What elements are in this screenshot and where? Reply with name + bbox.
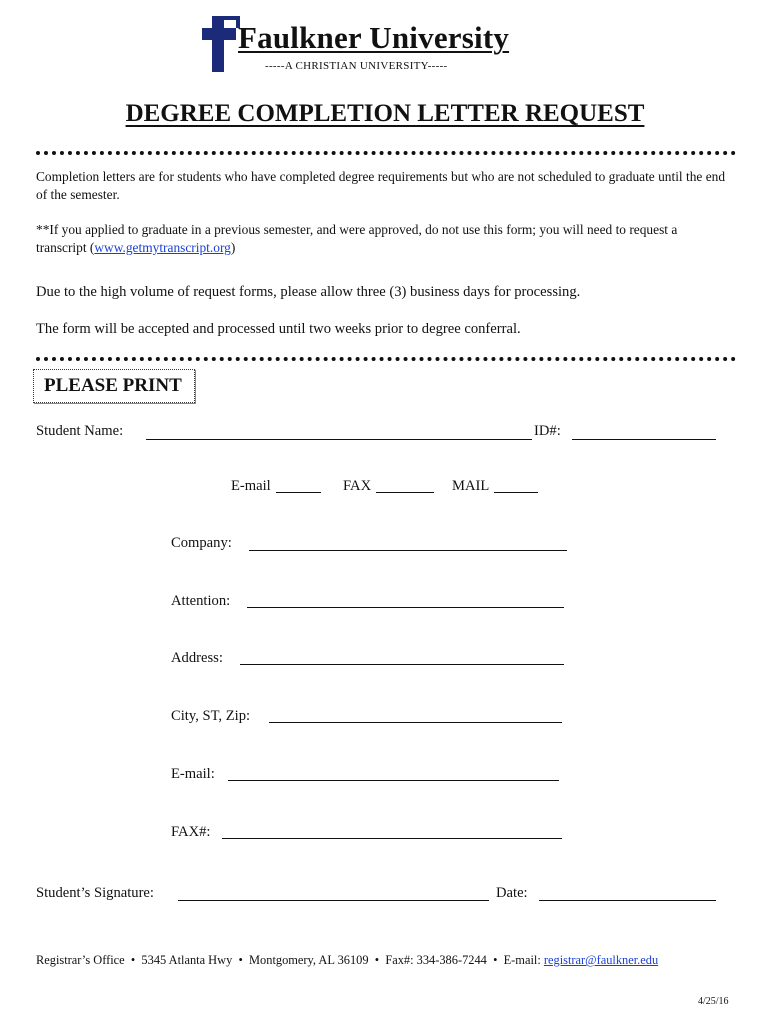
footer-city: Montgomery, AL 36109 (249, 953, 369, 967)
fax-label: FAX#: (171, 824, 211, 840)
revision-date: 4/25/16 (698, 996, 729, 1007)
footer-separator: • (493, 953, 498, 967)
date-label: Date: (496, 885, 528, 901)
transcript-link[interactable]: www.getmytranscript.org (94, 240, 231, 255)
footer-separator: • (374, 953, 380, 967)
please-print-label: PLEASE PRINT (44, 375, 182, 396)
footer-fax: Fax#: 334-386-7244 (385, 953, 487, 967)
id-field[interactable] (572, 439, 716, 440)
signature-field[interactable] (178, 900, 489, 901)
date-field[interactable] (539, 900, 716, 901)
footer-office: Registrar’s Office (36, 953, 125, 967)
delivery-fax-checkbox[interactable] (376, 492, 434, 493)
footer-separator: • (238, 953, 243, 967)
city-field[interactable] (269, 722, 562, 723)
id-label: ID#: (534, 423, 561, 439)
address-label: Address: (171, 650, 223, 666)
footer-email-label: E-mail: (503, 953, 541, 967)
student-name-label: Student Name: (36, 423, 124, 439)
please-print-box (33, 369, 195, 403)
footer (36, 953, 658, 968)
intro-paragraph-4: The form will be accepted and processed until two weeks prior to degree conferral. (36, 321, 521, 337)
email-label: E-mail: (171, 766, 215, 782)
company-label: Company: (171, 535, 232, 551)
fax-field[interactable] (222, 838, 562, 839)
dotted-divider (36, 151, 736, 155)
footer-address: 5345 Atlanta Hwy (141, 953, 233, 967)
attention-field[interactable] (247, 607, 564, 608)
email-field[interactable] (228, 780, 559, 781)
delivery-mail-label: MAIL (452, 478, 490, 494)
footer-email-link[interactable]: registrar@faulkner.edu (543, 953, 659, 967)
city-label: City, ST, Zip: (171, 708, 251, 724)
intro-paragraph-2-text: **If you applied to graduate in a previous semester, and were approved, do not use this form; you will need to request a transcript ( (36, 222, 678, 255)
university-tagline: -----A CHRISTIAN UNIVERSITY----- (265, 60, 448, 72)
student-name-field[interactable] (146, 439, 532, 440)
intro-paragraph-1: Completion letters are for students who have completed degree requirements but who are not scheduled to graduate until the end of the semester. (36, 169, 726, 202)
page-title: DEGREE COMPLETION LETTER REQUEST (125, 100, 645, 127)
signature-label: Student’s Signature: (36, 885, 154, 901)
intro-paragraph-3: Due to the high volume of request forms, please allow three (3) business days for processing. (36, 284, 581, 300)
intro-paragraph-2 (36, 221, 726, 257)
company-field[interactable] (249, 550, 567, 551)
delivery-fax-label: FAX (343, 478, 372, 494)
intro-paragraph-2-suffix: ) (230, 240, 236, 255)
university-name: Faulkner University (238, 20, 510, 55)
footer-separator: • (130, 953, 136, 967)
delivery-email-label: E-mail (231, 478, 271, 494)
address-field[interactable] (240, 664, 564, 665)
attention-label: Attention: (171, 593, 231, 609)
dotted-divider (36, 357, 736, 361)
delivery-email-checkbox[interactable] (276, 492, 321, 493)
delivery-mail-checkbox[interactable] (494, 492, 538, 493)
